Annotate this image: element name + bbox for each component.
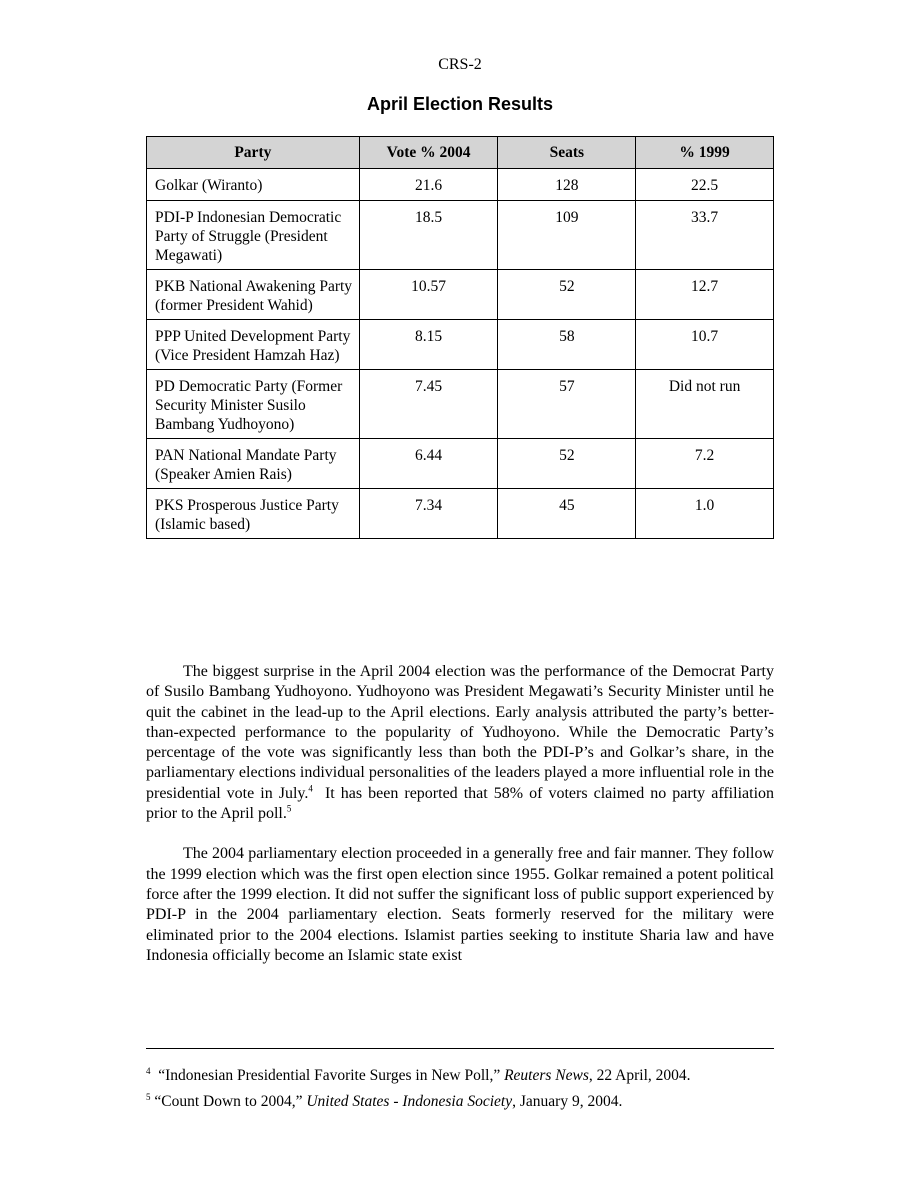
party-cell: PAN National Mandate Party (Speaker Amien Rais) xyxy=(147,439,360,489)
vote-2004-cell: 7.34 xyxy=(359,489,498,539)
party-cell: PKB National Awakening Party (former President Wahid) xyxy=(147,270,360,320)
pct-1999-cell: 1.0 xyxy=(636,489,774,539)
party-cell: Golkar (Wiranto) xyxy=(147,169,360,201)
footnote-source: United States - Indonesia Society xyxy=(306,1093,513,1110)
footnote-title: “Count Down to 2004,” xyxy=(154,1093,303,1110)
footnote-title: “Indonesian Presidential Favorite Surges in New Poll,” xyxy=(158,1067,501,1084)
vote-2004-cell: 8.15 xyxy=(359,320,498,370)
vote-2004-cell: 21.6 xyxy=(359,169,498,201)
table-header-row xyxy=(147,137,774,169)
seats-cell: 128 xyxy=(498,169,636,201)
vote-2004-cell: 18.5 xyxy=(359,201,498,270)
vote-2004-cell: 6.44 xyxy=(359,439,498,489)
column-header-party: Party xyxy=(147,137,360,169)
seats-cell: 45 xyxy=(498,489,636,539)
seats-cell: 109 xyxy=(498,201,636,270)
seats-cell: 52 xyxy=(498,439,636,489)
paragraph-text: It has been reported that 58% of voters claimed no party affiliation prior to the April poll. xyxy=(146,784,775,823)
footnotes xyxy=(146,1066,774,1118)
table-row xyxy=(147,201,774,270)
seats-cell: 57 xyxy=(498,370,636,439)
vote-2004-cell: 10.57 xyxy=(359,270,498,320)
seats-cell: 52 xyxy=(498,270,636,320)
table-row xyxy=(147,270,774,320)
footnote-date: , January 9, 2004. xyxy=(512,1093,623,1110)
footnote-ref-4[interactable]: 4 xyxy=(308,783,313,794)
column-header-seats: Seats xyxy=(498,137,636,169)
column-header-vote-2004: Vote % 2004 xyxy=(359,137,498,169)
party-cell: PKS Prosperous Justice Party (Islamic based) xyxy=(147,489,360,539)
footnote-5 xyxy=(146,1092,774,1112)
table-row xyxy=(147,169,774,201)
party-cell: PD Democratic Party (Former Security Minister Susilo Bambang Yudhoyono) xyxy=(147,370,360,439)
party-cell: PPP United Development Party (Vice President Hamzah Haz) xyxy=(147,320,360,370)
table-row xyxy=(147,370,774,439)
paragraph-parliamentary-election: The 2004 parliamentary election proceeded in a generally free and fair manner. They follow the 1999 election which was the first open election since 1955. Golkar remained a potent political force after the 1999 election. It did not suffer the significant loss of public support experienced by PDI-P in the 2004 parliamentary election. Seats formerly reserved for the military were eliminated prior to the 2004 elections. Islamist parties seeking to institute Sharia law and have Indonesia officially become an Islamic state exist xyxy=(146,845,774,964)
paragraph-democrat-surprise xyxy=(146,662,774,824)
pct-1999-cell: 22.5 xyxy=(636,169,774,201)
pct-1999-cell: 12.7 xyxy=(636,270,774,320)
pct-1999-cell: Did not run xyxy=(636,370,774,439)
table-row xyxy=(147,320,774,370)
footnote-number: 4 xyxy=(146,1065,151,1076)
footnote-divider xyxy=(146,1048,774,1049)
paragraph-text: The biggest surprise in the April 2004 election was the performance of the Democrat Party of Susilo Bambang Yudhoyono. Yudhoyono was President Megawati’s Security Minister until he quit the cabinet in the lead-up to the April elections. Early analysis attributed the party’s better-than-expected performance to the popularity of Yudhoyono. While the Democratic Party’s percentage of the vote was significantly less than both the PDI-P’s and Golkar’s share, in the parliamentary elections individual personalities of the leaders played a more influential role in the presidential vote in July. xyxy=(146,663,774,802)
pct-1999-cell: 10.7 xyxy=(636,320,774,370)
page-number-header: CRS-2 xyxy=(438,56,482,73)
body-text xyxy=(146,662,774,986)
election-results-table xyxy=(146,136,774,539)
footnote-source: Reuters News xyxy=(504,1067,589,1084)
table-row xyxy=(147,439,774,489)
pct-1999-cell: 7.2 xyxy=(636,439,774,489)
seats-cell: 58 xyxy=(498,320,636,370)
footnote-number: 5 xyxy=(146,1091,151,1102)
column-header-pct-1999: % 1999 xyxy=(636,137,774,169)
footnote-date: , 22 April, 2004. xyxy=(588,1067,691,1084)
footnote-ref-5[interactable]: 5 xyxy=(286,803,292,814)
vote-2004-cell: 7.45 xyxy=(359,370,498,439)
table-title: April Election Results xyxy=(366,94,554,114)
table-row xyxy=(147,489,774,539)
footnote-4 xyxy=(146,1066,774,1086)
pct-1999-cell: 33.7 xyxy=(636,201,774,270)
party-cell: PDI-P Indonesian Democratic Party of Struggle (President Megawati) xyxy=(147,201,360,270)
